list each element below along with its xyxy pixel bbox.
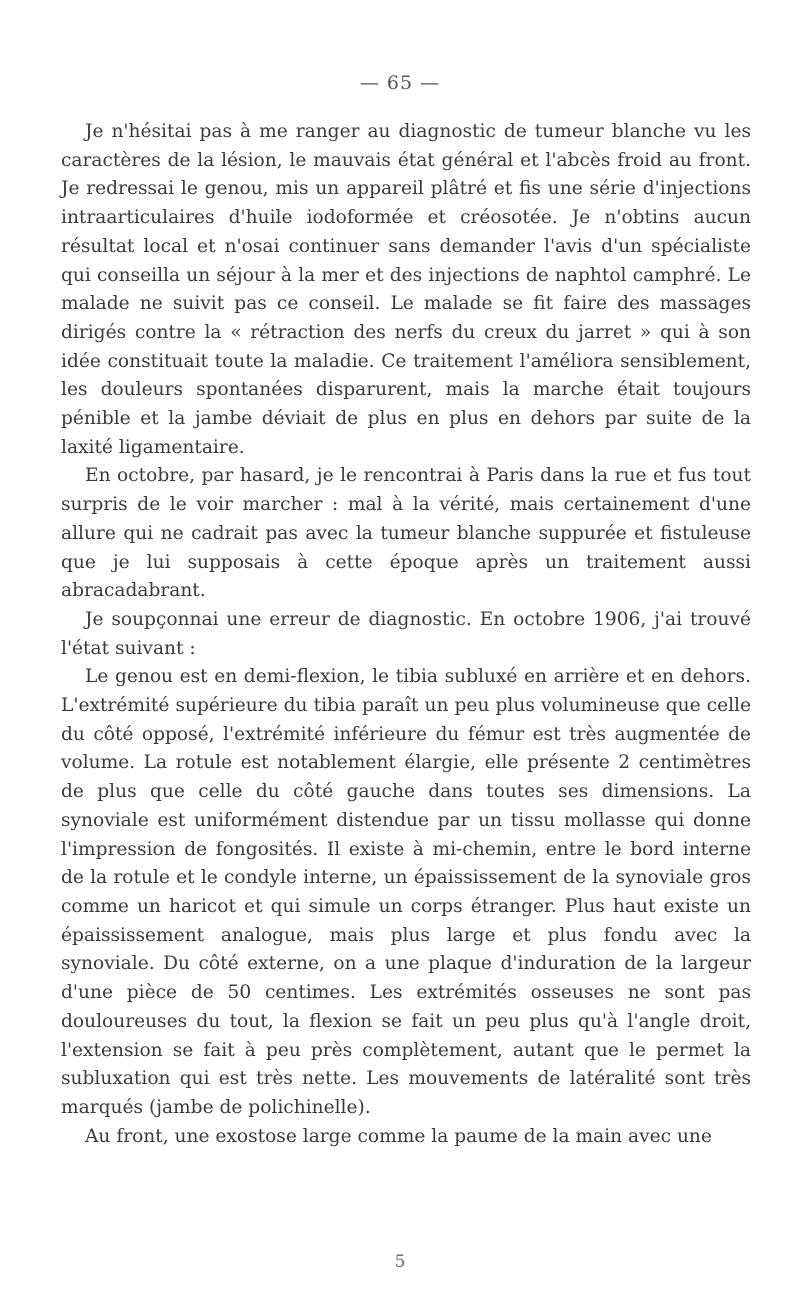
page-number: — 65 —	[359, 72, 441, 94]
paragraph-diagnostic-error: Je soupçonnai une erreur de diagnostic. En octobre 1906, j'ai trouvé l'état suivant :	[61, 608, 751, 659]
paragraph-front-exostosis: Au front, une exostose large comme la paume de la main avec une	[85, 1125, 712, 1147]
body-text	[61, 118, 751, 1151]
signature-mark: 5	[394, 1252, 406, 1272]
paragraph-october-encounter: En octobre, par hasard, je le rencontrai à Paris dans la rue et fus tout surpris de le voir marcher : mal à la vérité, mais certainement d'une allure qui ne cadrait pas avec la tumeur blanche suppurée et fistuleuse que je lui supposais à cette époque après un traitement aussi abracadabrant.	[61, 465, 751, 602]
paragraph-diagnosis: Je n'hésitai pas à me ranger au diagnostic de tumeur blanche vu les caractères de la lésion, le mauvais état général et l'abcès froid au front. Je redressai le genou, mis un appareil plâtré et fis une série d'injections intraarticulaires d'huile iodoformée et créosotée. Je n'obtins aucun résultat local et n'osai continuer sans demander l'avis d'un spécialiste qui conseilla un séjour à la mer et des injections de naphtol camphré. Le malade ne suivit pas ce conseil. Le malade se fit faire des massages dirigés contre la « rétraction des nerfs du creux du jarret » qui à son idée constituait toute la maladie. Ce traitement l'améliora sensiblement, les douleurs spontanées disparurent, mais la marche était toujours pénible et la jambe déviait de plus en plus en dehors par suite de la laxité ligamentaire.	[61, 121, 751, 458]
paragraph-knee-examination: Le genou est en demi-flexion, le tibia subluxé en arrière et en dehors. L'extrémité supérieure du tibia paraît un peu plus volumineuse que celle du côté opposé, l'extrémité inférieure du fémur est très augmentée de volume. La rotule est notablement élargie, elle présente 2 centimètres de plus que celle du côté gauche dans toutes ses dimensions. La synoviale est uniformément distendue par un tissu mollasse qui donne l'impression de fongosités. Il existe à mi-chemin, entre le bord interne de la rotule et le condyle interne, un épaississement de la synoviale gros comme un haricot et qui simule un corps étranger. Plus haut existe un épaississement analogue, mais plus large et plus fondu avec la synoviale. Du côté externe, on a une plaque d'induration de la largeur d'une pièce de 50 centimes. Les extrémités osseuses ne sont pas douloureuses du tout, la flexion se fait un peu plus qu'à l'angle droit, l'extension se fait à peu près complètement, autant que le permet la subluxation qui est très nette. Les mouvements de latéralité sont très marqués (jambe de polichinelle).	[61, 666, 751, 1118]
